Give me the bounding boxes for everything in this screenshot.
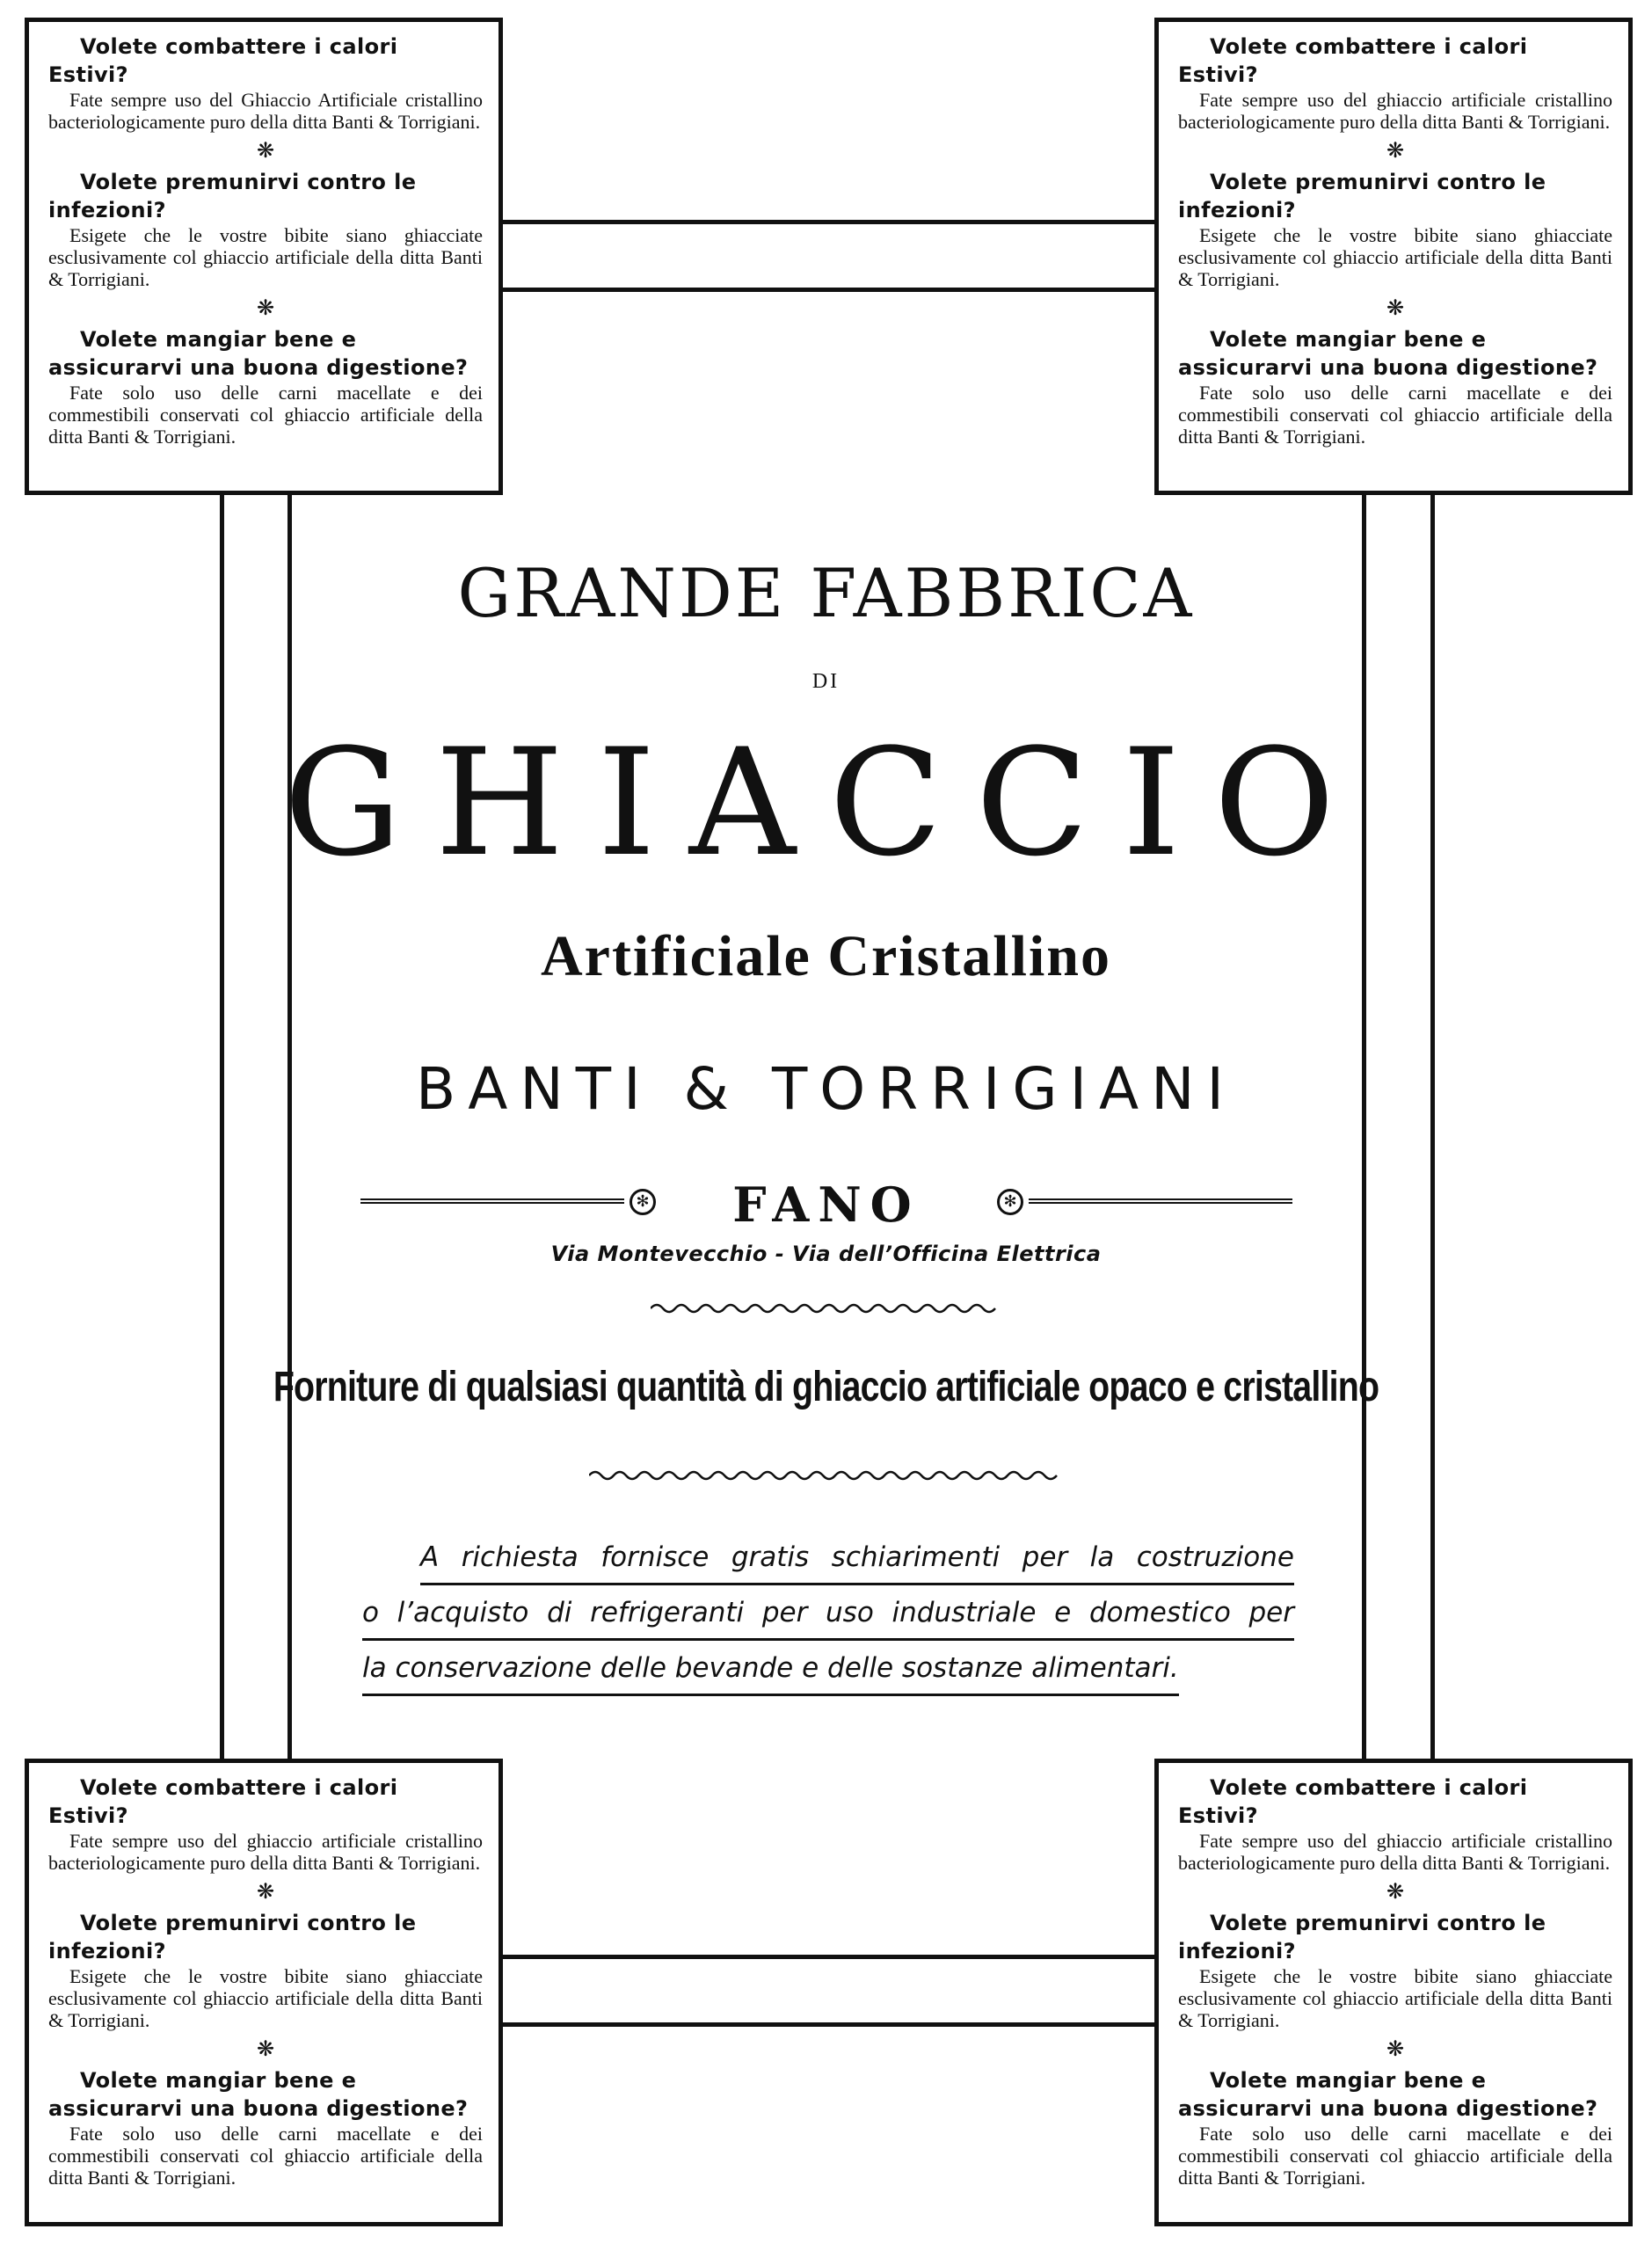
separator-asterism-icon: ❋ (1386, 295, 1405, 320)
box-answer-2: Esigete che le vostre bibite siano ghiacciate esclusivamente col ghiaccio artificiale della ditta Banti & Torrigiani. (48, 224, 483, 290)
box-answer-2: Esigete che le vostre bibite siano ghiacciate esclusivamente col ghiaccio artificiale della ditta Banti & Torrigiani. (1178, 224, 1612, 290)
box-answer-2: Esigete che le vostre bibite siano ghiacciate esclusivamente col ghiaccio artificiale della ditta Banti & Torrigiani. (1178, 1965, 1612, 2031)
separator-asterism-icon: ❋ (256, 295, 275, 320)
frame-line-top-lower (501, 288, 1156, 292)
box-question-1: Volete combattere i calori Estivi? (1178, 34, 1528, 87)
headline-di: DI (811, 670, 841, 693)
box-answer-2: Esigete che le vostre bibite siano ghiacciate esclusivamente col ghiaccio artificiale della ditta Banti & Torrigiani. (48, 1965, 483, 2031)
box-question-1: Volete combattere i calori Estivi? (1178, 1775, 1528, 1828)
box-answer-1: Fate sempre uso del ghiaccio artificiale cristallino bacteriologicamente puro della ditta Banti & Torrigiani. (1178, 89, 1612, 133)
note-line-2: o l’acquisto di refrigeranti per uso industriale e domestico per (362, 1587, 1294, 1641)
box-question-3: Volete mangiar bene e assicurarvi una buona digestione? (1178, 327, 1598, 380)
box-question-3: Volete mangiar bene e assicurarvi una buona digestione? (48, 2068, 469, 2121)
separator-asterism-icon: ❋ (1386, 138, 1405, 163)
box-answer-1: Fate sempre uso del Ghiaccio Artificiale cristallino bacteriologicamente puro della ditta Banti & Torrigiani. (48, 89, 483, 133)
company-name: BANTI & TORRIGIANI (415, 1055, 1237, 1123)
box-answer-3: Fate solo uso delle carni macellate e dei commestibili conservati col ghiaccio artificiale della ditta Banti & Torrigiani. (1178, 2123, 1612, 2189)
wavy-divider-bottom (589, 1467, 1064, 1484)
separator-asterism-icon: ❋ (256, 138, 275, 163)
box-question-1: Volete combattere i calori Estivi? (48, 34, 398, 87)
city-rule-right (1029, 1198, 1292, 1204)
wavy-divider-top (651, 1300, 1002, 1317)
separator-asterism-icon: ❋ (256, 2036, 275, 2061)
box-question-3: Volete mangiar bene e assicurarvi una buona digestione? (48, 327, 469, 380)
separator-asterism-icon: ❋ (256, 1879, 275, 1904)
box-answer-3: Fate solo uso delle carni macellate e dei commestibili conservati col ghiaccio artificiale della ditta Banti & Torrigiani. (1178, 382, 1612, 448)
city-banner (360, 1178, 1292, 1231)
frame-line-top-upper (501, 220, 1156, 224)
product-subtitle: Artificiale Cristallino (540, 924, 1112, 988)
box-answer-3: Fate solo uso delle carni macellate e dei commestibili conservati col ghiaccio artificiale della ditta Banti & Torrigiani. (48, 2123, 483, 2189)
ad-box-top-left (25, 18, 503, 495)
box-answer-1: Fate sempre uso del ghiaccio artificiale cristallino bacteriologicamente puro della ditta Banti & Torrigiani. (48, 1830, 483, 1874)
headline-product: GHIACCIO (283, 717, 1369, 889)
ad-box-bottom-left (25, 1759, 503, 2226)
separator-asterism-icon: ❋ (1386, 2036, 1405, 2061)
box-answer-3: Fate solo uso delle carni macellate e dei commestibili conservati col ghiaccio artificiale della ditta Banti & Torrigiani. (48, 382, 483, 448)
box-question-1: Volete combattere i calori Estivi? (48, 1775, 398, 1828)
box-answer-1: Fate sempre uso del ghiaccio artificiale cristallino bacteriologicamente puro della ditta Banti & Torrigiani. (1178, 1830, 1612, 1874)
box-question-2: Volete premunirvi contro le infezioni? (48, 170, 417, 222)
box-question-3: Volete mangiar bene e assicurarvi una buona digestione? (1178, 2068, 1598, 2121)
frame-line-bottom-lower (501, 2022, 1156, 2027)
box-question-2: Volete premunirvi contro le infezioni? (1178, 170, 1546, 222)
box-question-2: Volete premunirvi contro le infezioni? (1178, 1911, 1546, 1963)
headline-grande-fabbrica: GRANDE FABBRICA (457, 554, 1195, 632)
separator-asterism-icon: ❋ (1386, 1879, 1405, 1904)
box-question-2: Volete premunirvi contro le infezioni? (48, 1911, 417, 1963)
ad-box-top-right (1154, 18, 1633, 495)
ad-box-bottom-right (1154, 1759, 1633, 2226)
rosette-left-icon: ✻ (630, 1189, 656, 1215)
city-name: FANO (732, 1176, 921, 1233)
address: Via Montevecchio - Via dell’Officina Elettrica (550, 1242, 1102, 1266)
note-line-3: la conservazione delle bevande e delle sostanze alimentari. (362, 1643, 1179, 1696)
rosette-right-icon: ✻ (997, 1189, 1023, 1215)
offer-headline: Forniture di qualsiasi quantità di ghiaccio artificiale opaco e cristallino (273, 1364, 1379, 1410)
info-note (362, 1532, 1294, 1698)
note-line-1: A richiesta fornisce gratis schiarimenti per la costruzione (420, 1532, 1294, 1585)
frame-line-bottom-upper (501, 1955, 1156, 1959)
